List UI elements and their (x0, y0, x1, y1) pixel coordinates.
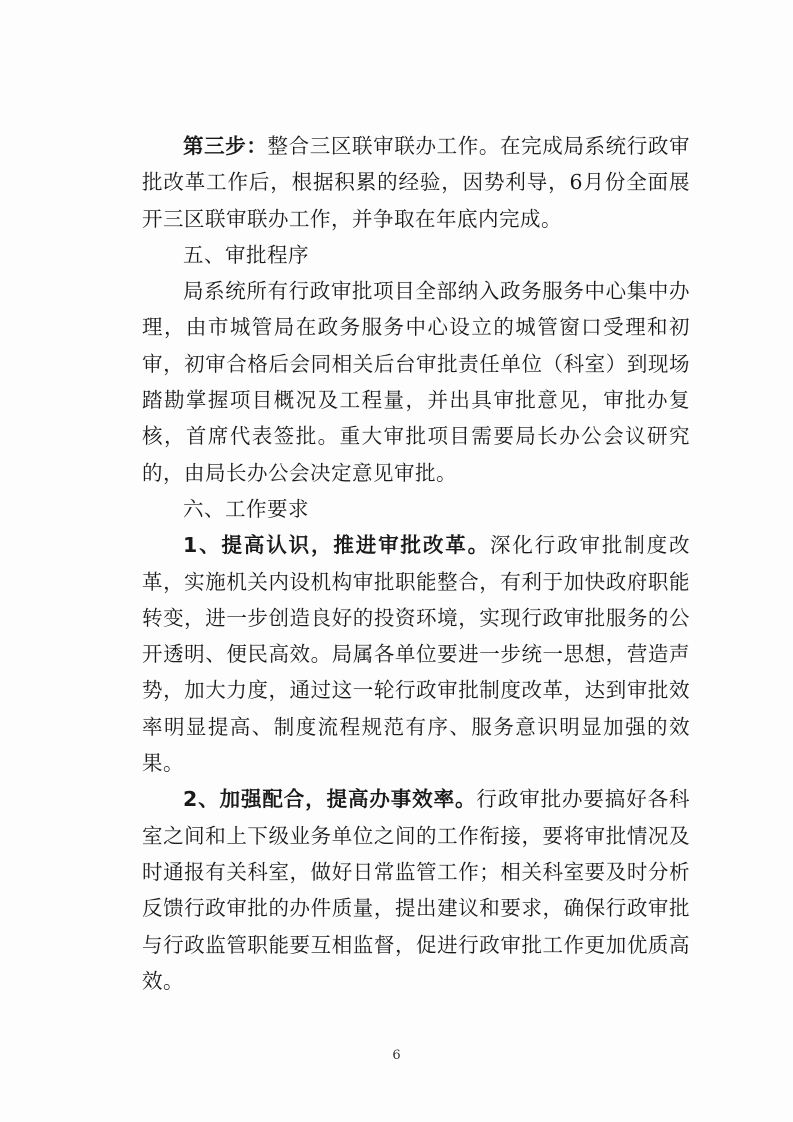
paragraph-requirement-1 (142, 527, 690, 781)
section-heading-work-requirements: 六、工作要求 (183, 496, 309, 521)
paragraph-text: 行政审批办要搞好各科室之间和上下级业务单位之间的工作衔接，要将审批情况及时通报有关科室，做好日常监管工作；相关科室要及时分析反馈行政审批的办件质量，提出建议和要求，确保行政审批与行政监管职能要互相监督，促进行政审批工作更加优质高效。 (142, 787, 691, 993)
paragraph-lead: 第三步： (183, 134, 268, 158)
paragraph-lead: 2、加强配合，提高办事效率。 (183, 787, 477, 812)
document-body (142, 128, 690, 999)
paragraph-lead: 1、提高认识，推进审批改革。 (183, 533, 491, 558)
paragraph-text: 深化行政审批制度改革，实施机关内设机构审批职能整合，有利于加快政府职能转变，进一步创造良好的投资环境，实现行政审批服务的公开透明、便民高效。局属各单位要进一步统一思想，营造声势，加大力度，通过这一轮行政审批制度改革，达到审批效率明显提高、制度流程规范有序、服务意识明显加强的效果。 (142, 533, 691, 776)
paragraph-text: 整合三区联审联办工作。在完成局系统行政审批改革工作后，根据积累的经验，因势利导，6月份全面展开三区联审联办工作，并争取在年底内完成。 (142, 134, 691, 231)
page-number: 6 (392, 1048, 401, 1063)
paragraph-requirement-2 (142, 781, 690, 999)
paragraph-step-three (142, 128, 690, 237)
section-heading-approval-procedure: 五、审批程序 (183, 242, 309, 267)
paragraph-procedure (142, 273, 690, 491)
paragraph-text: 局系统所有行政审批项目全部纳入政务服务中心集中办理，由市城管局在政务服务中心设立的城管窗口受理和初审，初审合格后会同相关后台审批责任单位（科室）到现场踏勘掌握项目概况及工程量，并出具审批意见，审批办复核，首席代表签批。重大审批项目需要局长办公会议研究的，由局长办公会决定意见审批。 (142, 279, 690, 485)
